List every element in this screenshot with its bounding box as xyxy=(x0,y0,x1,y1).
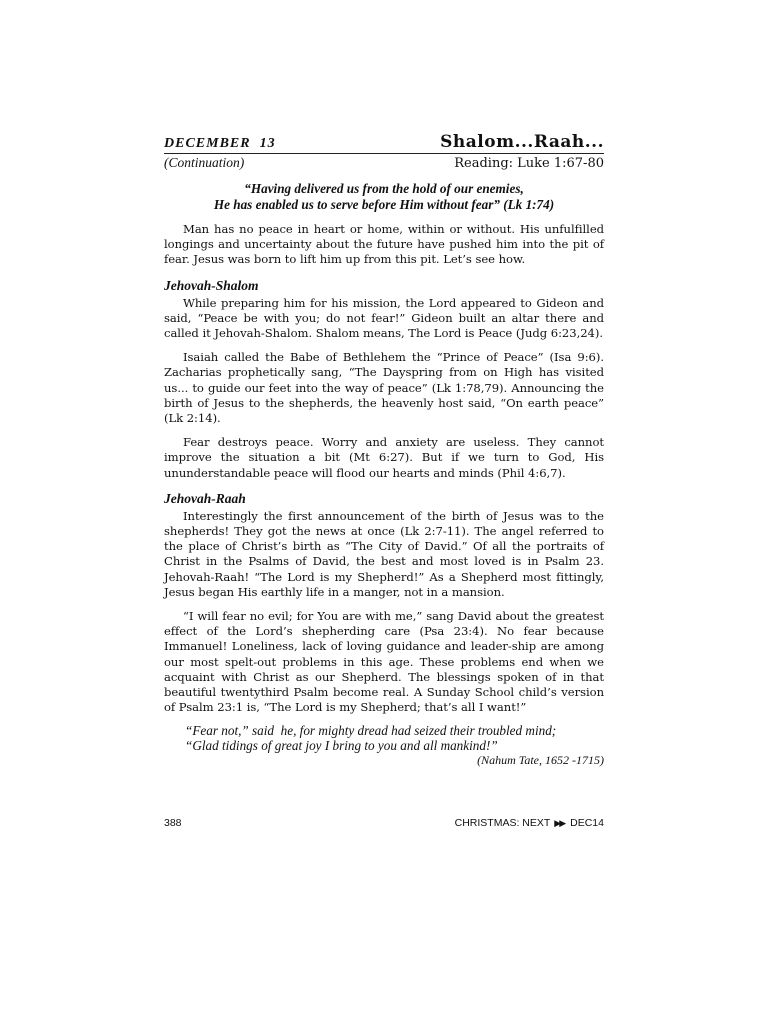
page-footer xyxy=(164,817,604,829)
next-date: DEC14 xyxy=(570,817,604,829)
poem-line-1: “Fear not,” said he, for mighty dread had seized their troubled mind; xyxy=(185,723,557,739)
subheading-jehovah-raah: Jehovah-Raah xyxy=(164,490,246,506)
header-row xyxy=(164,132,604,152)
key-verse xyxy=(164,181,604,213)
page-title: Shalom...Raah... xyxy=(440,132,604,152)
header-rule xyxy=(164,153,604,154)
devotional-page xyxy=(164,132,604,768)
reading-reference: Reading: Luke 1:67-80 xyxy=(454,156,604,171)
page-number: 388 xyxy=(164,817,182,829)
poem-line-2: “Glad tidings of great joy I bring to you and all mankind!” xyxy=(185,738,498,754)
key-verse-line-1: “Having delivered us from the hold of our enemies, xyxy=(244,181,524,196)
paragraph-raah-2: “I will fear no evil; for You are with me,” sang David about the greatest effect of the Lord’s shepherding care (Psa 23:4). No fear because Immanuel! Loneliness, lack of loving guidance and leader-ship are among our most spelt-out problems in this age. These problems end when we acquaint with Christ as our Shepherd. The blessings spoken of in that beautiful twentythird Psalm become real. A Sunday School child’s version of Psalm 23:1 is, “The Lord is my Shepherd; that’s all I want!” xyxy=(164,609,604,715)
next-reading-link xyxy=(455,817,604,829)
double-arrow-right-icon: ▶▶ xyxy=(554,817,565,828)
page-date: DECEMBER 13 xyxy=(164,136,276,151)
closing-poem xyxy=(185,723,604,768)
continuation-label: (Continuation) xyxy=(164,155,245,170)
next-label: CHRISTMAS: NEXT xyxy=(454,817,551,829)
paragraph-shalom-1: While preparing him for his mission, the Lord appeared to Gideon and said, “Peace be with you; do not fear!” Gideon built an altar there and called it Jehovah-Shalom. Shalom means, The Lord is Peace (Judg 6:23,24). xyxy=(164,295,604,341)
key-verse-line-2: He has enabled us to serve before Him without fear” (Lk 1:74) xyxy=(213,197,555,212)
poem-attribution: (Nahum Tate, 1652 -1715) xyxy=(477,753,604,768)
subheader-row xyxy=(164,155,604,171)
paragraph-intro: Man has no peace in heart or home, within or without. His unfulfilled longings and uncertainty about the future have pushed him into the pit of fear. Jesus was born to lift him up from this pit. Let’s see how. xyxy=(164,222,604,267)
paragraph-raah-1: Interestingly the first announcement of the birth of Jesus was to the shepherds! They got the news at once (Lk 2:7-11). The angel referred to the place of Christ’s birth as “The City of David.” Of all the portraits of Christ in the Psalms of David, the best and most loved is in Psalm 23. Jehovah-Raah! “The Lord is my Shepherd!” As a Shepherd most fittingly, Jesus began His earthly life in a manger, not in a mansion. xyxy=(164,508,604,599)
paragraph-shalom-3: Fear destroys peace. Worry and anxiety are useless. They cannot improve the situation a bit (Mt 6:27). But if we turn to God, His ununderstandable peace will flood our hearts and minds (Phil 4:6,7). xyxy=(164,435,604,480)
paragraph-shalom-2: Isaiah called the Babe of Bethlehem the “Prince of Peace” (Isa 9:6). Zacharias prophetically sang, “The Dayspring from on High has visited us... to guide our feet into the way of peace” (Lk 1:78,79). Announcing the birth of Jesus to the shepherds, the heavenly host said, “On earth peace” (Lk 2:14). xyxy=(164,350,604,426)
subheading-jehovah-shalom: Jehovah-Shalom xyxy=(164,277,259,293)
